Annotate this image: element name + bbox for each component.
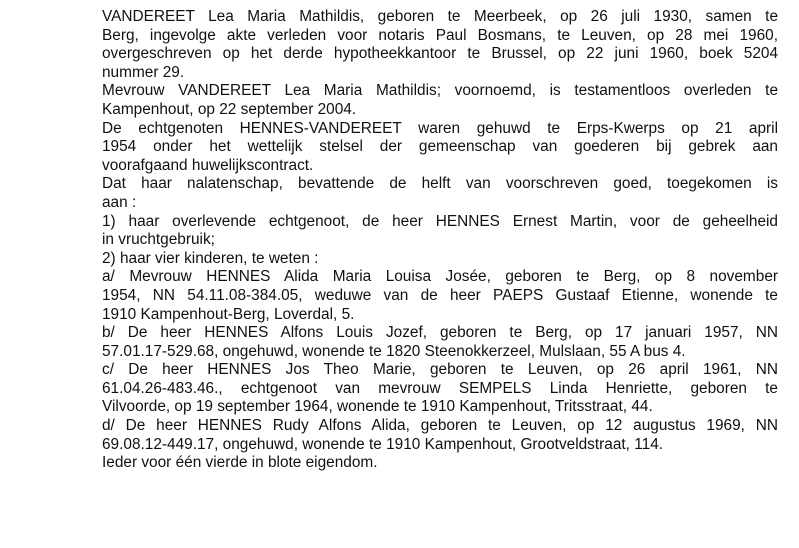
text-line: 61.04.26-483.46., echtgenoot van mevrouw SEMPELS Linda Henriette, geboren te <box>102 379 778 397</box>
text-line: d/ De heer HENNES Rudy Alfons Alida, geboren te Leuven, op 12 augustus 1969, NN <box>102 417 778 435</box>
text-line: 1910 Kampenhout-Berg, Loverdal, 5. <box>102 305 355 323</box>
text-line: Berg, ingevolge akte verleden voor notaris Paul Bosmans, te Leuven, op 28 mei 1960, <box>102 26 778 44</box>
text-line: voorafgaand huwelijkscontract. <box>102 156 314 174</box>
document-body <box>102 8 778 473</box>
text-line: Vilvoorde, op 19 september 1964, wonende te 1910 Kampenhout, Tritsstraat, 44. <box>102 398 653 416</box>
text-line: b/ De heer HENNES Alfons Louis Jozef, geboren te Berg, op 17 januari 1957, NN <box>102 324 778 342</box>
text-line: Kampenhout, op 22 september 2004. <box>102 100 357 118</box>
text-line: overgeschreven op het derde hypotheekkantoor te Brussel, op 22 juni 1960, boek 5204 <box>102 45 778 63</box>
text-line: 1) haar overlevende echtgenoot, de heer HENNES Ernest Martin, voor de geheelheid <box>102 212 778 230</box>
text-line: c/ De heer HENNES Jos Theo Marie, geboren te Leuven, op 26 april 1961, NN <box>102 361 778 379</box>
text-line: a/ Mevrouw HENNES Alida Maria Louisa Josée, geboren te Berg, op 8 november <box>102 268 778 286</box>
text-line: nummer 29. <box>102 63 185 81</box>
text-line: 69.08.12-449.17, ongehuwd, wonende te 1910 Kampenhout, Grootveldstraat, 114. <box>102 435 664 453</box>
text-line: Ieder voor één vierde in blote eigendom. <box>102 454 378 472</box>
text-line: De echtgenoten HENNES-VANDEREET waren gehuwd te Erps-Kwerps op 21 april <box>102 119 778 137</box>
text-line: Mevrouw VANDEREET Lea Maria Mathildis; voornoemd, is testamentloos overleden te <box>102 82 778 100</box>
text-line: Dat haar nalatenschap, bevattende de helft van voorschreven goed, toegekomen is <box>102 175 778 193</box>
text-line: 1954, NN 54.11.08-384.05, weduwe van de heer PAEPS Gustaaf Etienne, wonende te <box>102 286 778 304</box>
text-line: 2) haar vier kinderen, te weten : <box>102 249 319 267</box>
text-line: 57.01.17-529.68, ongehuwd, wonende te 1820 Steenokkerzeel, Mulslaan, 55 A bus 4. <box>102 342 686 360</box>
text-line: aan : <box>102 193 137 211</box>
text-line: in vruchtgebruik; <box>102 231 215 249</box>
text-line: 1954 onder het wettelijk stelsel der gemeenschap van goederen bij gebrek aan <box>102 138 778 156</box>
text-line: VANDEREET Lea Maria Mathildis, geboren te Meerbeek, op 26 juli 1930, samen te <box>102 8 778 25</box>
